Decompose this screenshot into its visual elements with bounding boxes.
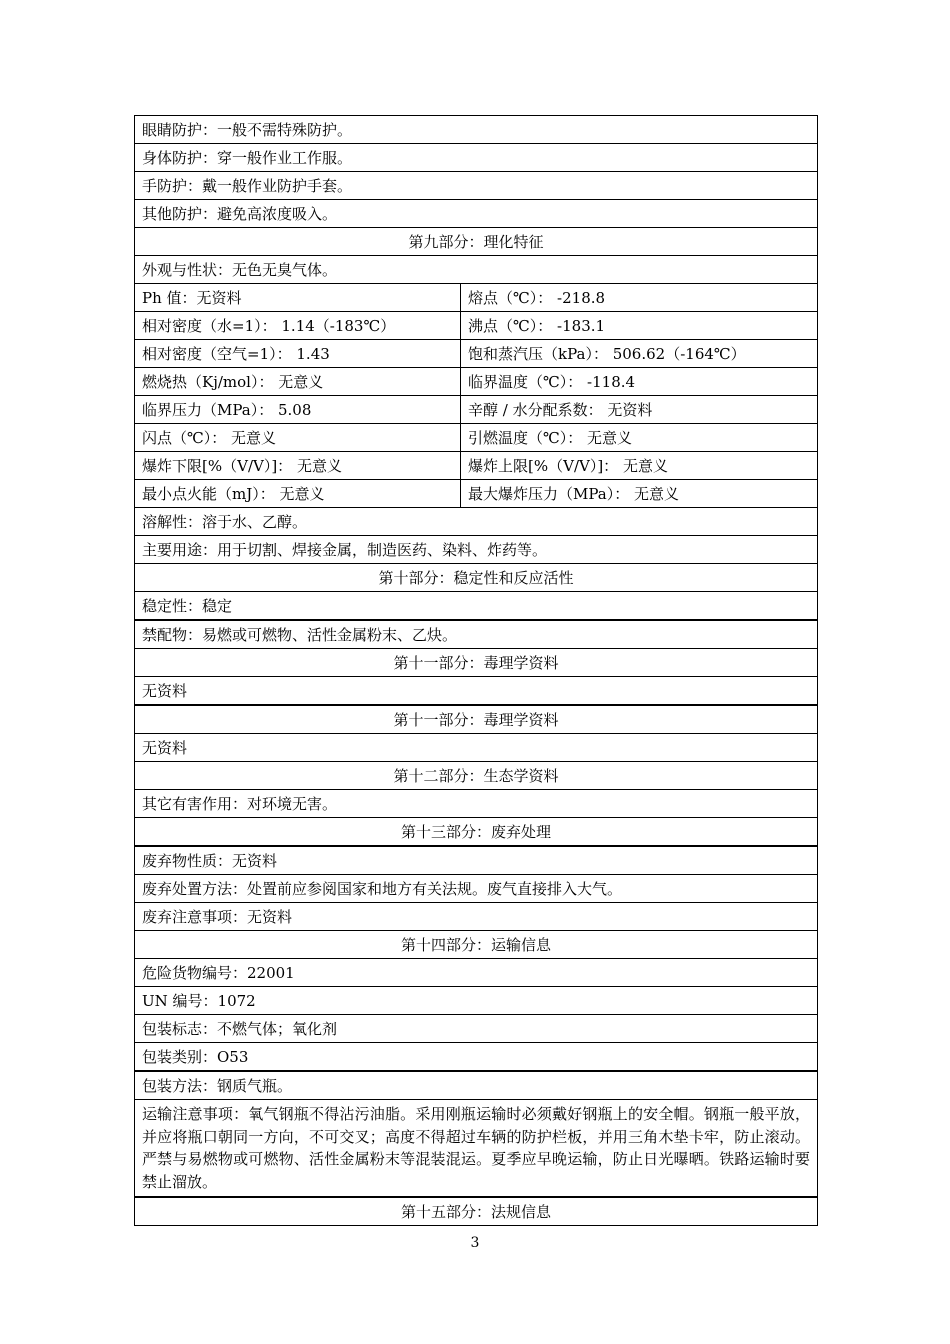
- section-header-row: [135, 564, 818, 592]
- incompatible-materials: 禁配物：易燃或可燃物、活性金属粉末、乙炔。: [135, 620, 818, 649]
- table-row: [135, 452, 818, 480]
- table-row: [135, 903, 818, 931]
- table-row: [135, 1100, 818, 1198]
- table-row: [135, 987, 818, 1015]
- critical-temperature: 临界温度（℃）： -118.4: [461, 368, 818, 396]
- section-header-row: [135, 649, 818, 677]
- other-harmful-effects: 其它有害作用：对环境无害。: [135, 790, 818, 818]
- melting-point: 熔点（℃）： -218.8: [461, 284, 818, 312]
- section-header-row: [135, 762, 818, 790]
- table-row: [135, 312, 818, 340]
- relative-density-air: 相对密度（空气=1）： 1.43: [135, 340, 461, 368]
- table-row: [135, 284, 818, 312]
- section9-title: 第九部分：理化特征: [135, 228, 818, 256]
- section-header-row: [135, 931, 818, 959]
- critical-pressure: 临界压力（MPa）： 5.08: [135, 396, 461, 424]
- table-row: [135, 116, 818, 144]
- table-row: [135, 1071, 818, 1100]
- un-number: UN 编号：1072: [135, 987, 818, 1015]
- section13-title: 第十三部分：废弃处理: [135, 818, 818, 847]
- lower-explosion-limit: 爆炸下限[%（V/V）]： 无意义: [135, 452, 461, 480]
- table-row: [135, 620, 818, 649]
- package-mark: 包装标志：不燃气体；氧化剂: [135, 1015, 818, 1043]
- min-ignition-energy: 最小点火能（mJ）： 无意义: [135, 480, 461, 508]
- table-row: [135, 256, 818, 284]
- table-row: [135, 1043, 818, 1072]
- section14-title: 第十四部分：运输信息: [135, 931, 818, 959]
- table-row: [135, 790, 818, 818]
- table-row: [135, 536, 818, 564]
- eye-protection: 眼睛防护：一般不需特殊防护。: [135, 116, 818, 144]
- toxicology-content: 无资料: [135, 677, 818, 706]
- hand-protection: 手防护：戴一般作业防护手套。: [135, 172, 818, 200]
- stability: 稳定性：稳定: [135, 592, 818, 621]
- table-row: [135, 959, 818, 987]
- section15-title: 第十五部分：法规信息: [135, 1197, 818, 1226]
- combustion-heat: 燃烧热（Kj/mol）： 无意义: [135, 368, 461, 396]
- section-header-row: [135, 1197, 818, 1226]
- table-row: [135, 677, 818, 706]
- section11b-title: 第十一部分：毒理学资料: [135, 705, 818, 734]
- transport-notes: 运输注意事项：氧气钢瓶不得沾污油脂。采用刚瓶运输时必须戴好钢瓶上的安全帽。钢瓶一般平放，并应将瓶口朝同一方向，不可交叉；高度不得超过车辆的防护栏板，并用三角木垫卡牢，防止滚动。严禁与易燃物或可燃物、活性金属粉末等混装混运。夏季应早晚运输，防止日光曝晒。铁路运输时要禁止溜放。: [135, 1100, 818, 1198]
- table-row: [135, 340, 818, 368]
- section11a-title: 第十一部分：毒理学资料: [135, 649, 818, 677]
- table-row: [135, 846, 818, 875]
- section-header-row: [135, 228, 818, 256]
- page-number: 3: [470, 1235, 480, 1251]
- section-header-row: [135, 818, 818, 847]
- table-row: [135, 396, 818, 424]
- table-row: [135, 592, 818, 621]
- vapor-pressure: 饱和蒸汽压（kPa）： 506.62（-164℃）: [461, 340, 818, 368]
- section-header-row: [135, 705, 818, 734]
- table-row: [135, 734, 818, 762]
- table-row: [135, 480, 818, 508]
- body-protection: 身体防护：穿一般作业工作服。: [135, 144, 818, 172]
- package-method: 包装方法：钢质气瓶。: [135, 1071, 818, 1100]
- waste-disposal-method: 废弃处置方法：处置前应参阅国家和地方有关法规。废气直接排入大气。: [135, 875, 818, 903]
- section12-title: 第十二部分：生态学资料: [135, 762, 818, 790]
- table-row: [135, 875, 818, 903]
- upper-explosion-limit: 爆炸上限[%（V/V）]： 无意义: [461, 452, 818, 480]
- partition-coefficient: 辛醇 / 水分配系数： 无资料: [461, 396, 818, 424]
- main-usage: 主要用途：用于切割、焊接金属，制造医药、染料、炸药等。: [135, 536, 818, 564]
- flash-point: 闪点（℃）： 无意义: [135, 424, 461, 452]
- table-row: [135, 172, 818, 200]
- table-row: [135, 144, 818, 172]
- msds-table: [134, 115, 818, 1226]
- table-row: [135, 368, 818, 396]
- other-protection: 其他防护：避免高浓度吸入。: [135, 200, 818, 228]
- table-row: [135, 424, 818, 452]
- table-row: [135, 1015, 818, 1043]
- waste-notes: 废弃注意事项：无资料: [135, 903, 818, 931]
- table-row: [135, 200, 818, 228]
- boiling-point: 沸点（℃）： -183.1: [461, 312, 818, 340]
- package-class: 包装类别：O53: [135, 1043, 818, 1072]
- ph-value: Ph 值：无资料: [135, 284, 461, 312]
- toxicology-content-2: 无资料: [135, 734, 818, 762]
- section10-title: 第十部分：稳定性和反应活性: [135, 564, 818, 592]
- ignition-temperature: 引燃温度（℃）： 无意义: [461, 424, 818, 452]
- table-row: [135, 508, 818, 536]
- waste-nature: 废弃物性质：无资料: [135, 846, 818, 875]
- relative-density-water: 相对密度（水=1）： 1.14（-183℃）: [135, 312, 461, 340]
- max-explosion-pressure: 最大爆炸压力（MPa）： 无意义: [461, 480, 818, 508]
- solubility: 溶解性：溶于水、乙醇。: [135, 508, 818, 536]
- appearance: 外观与性状：无色无臭气体。: [135, 256, 818, 284]
- dangerous-goods-number: 危险货物编号：22001: [135, 959, 818, 987]
